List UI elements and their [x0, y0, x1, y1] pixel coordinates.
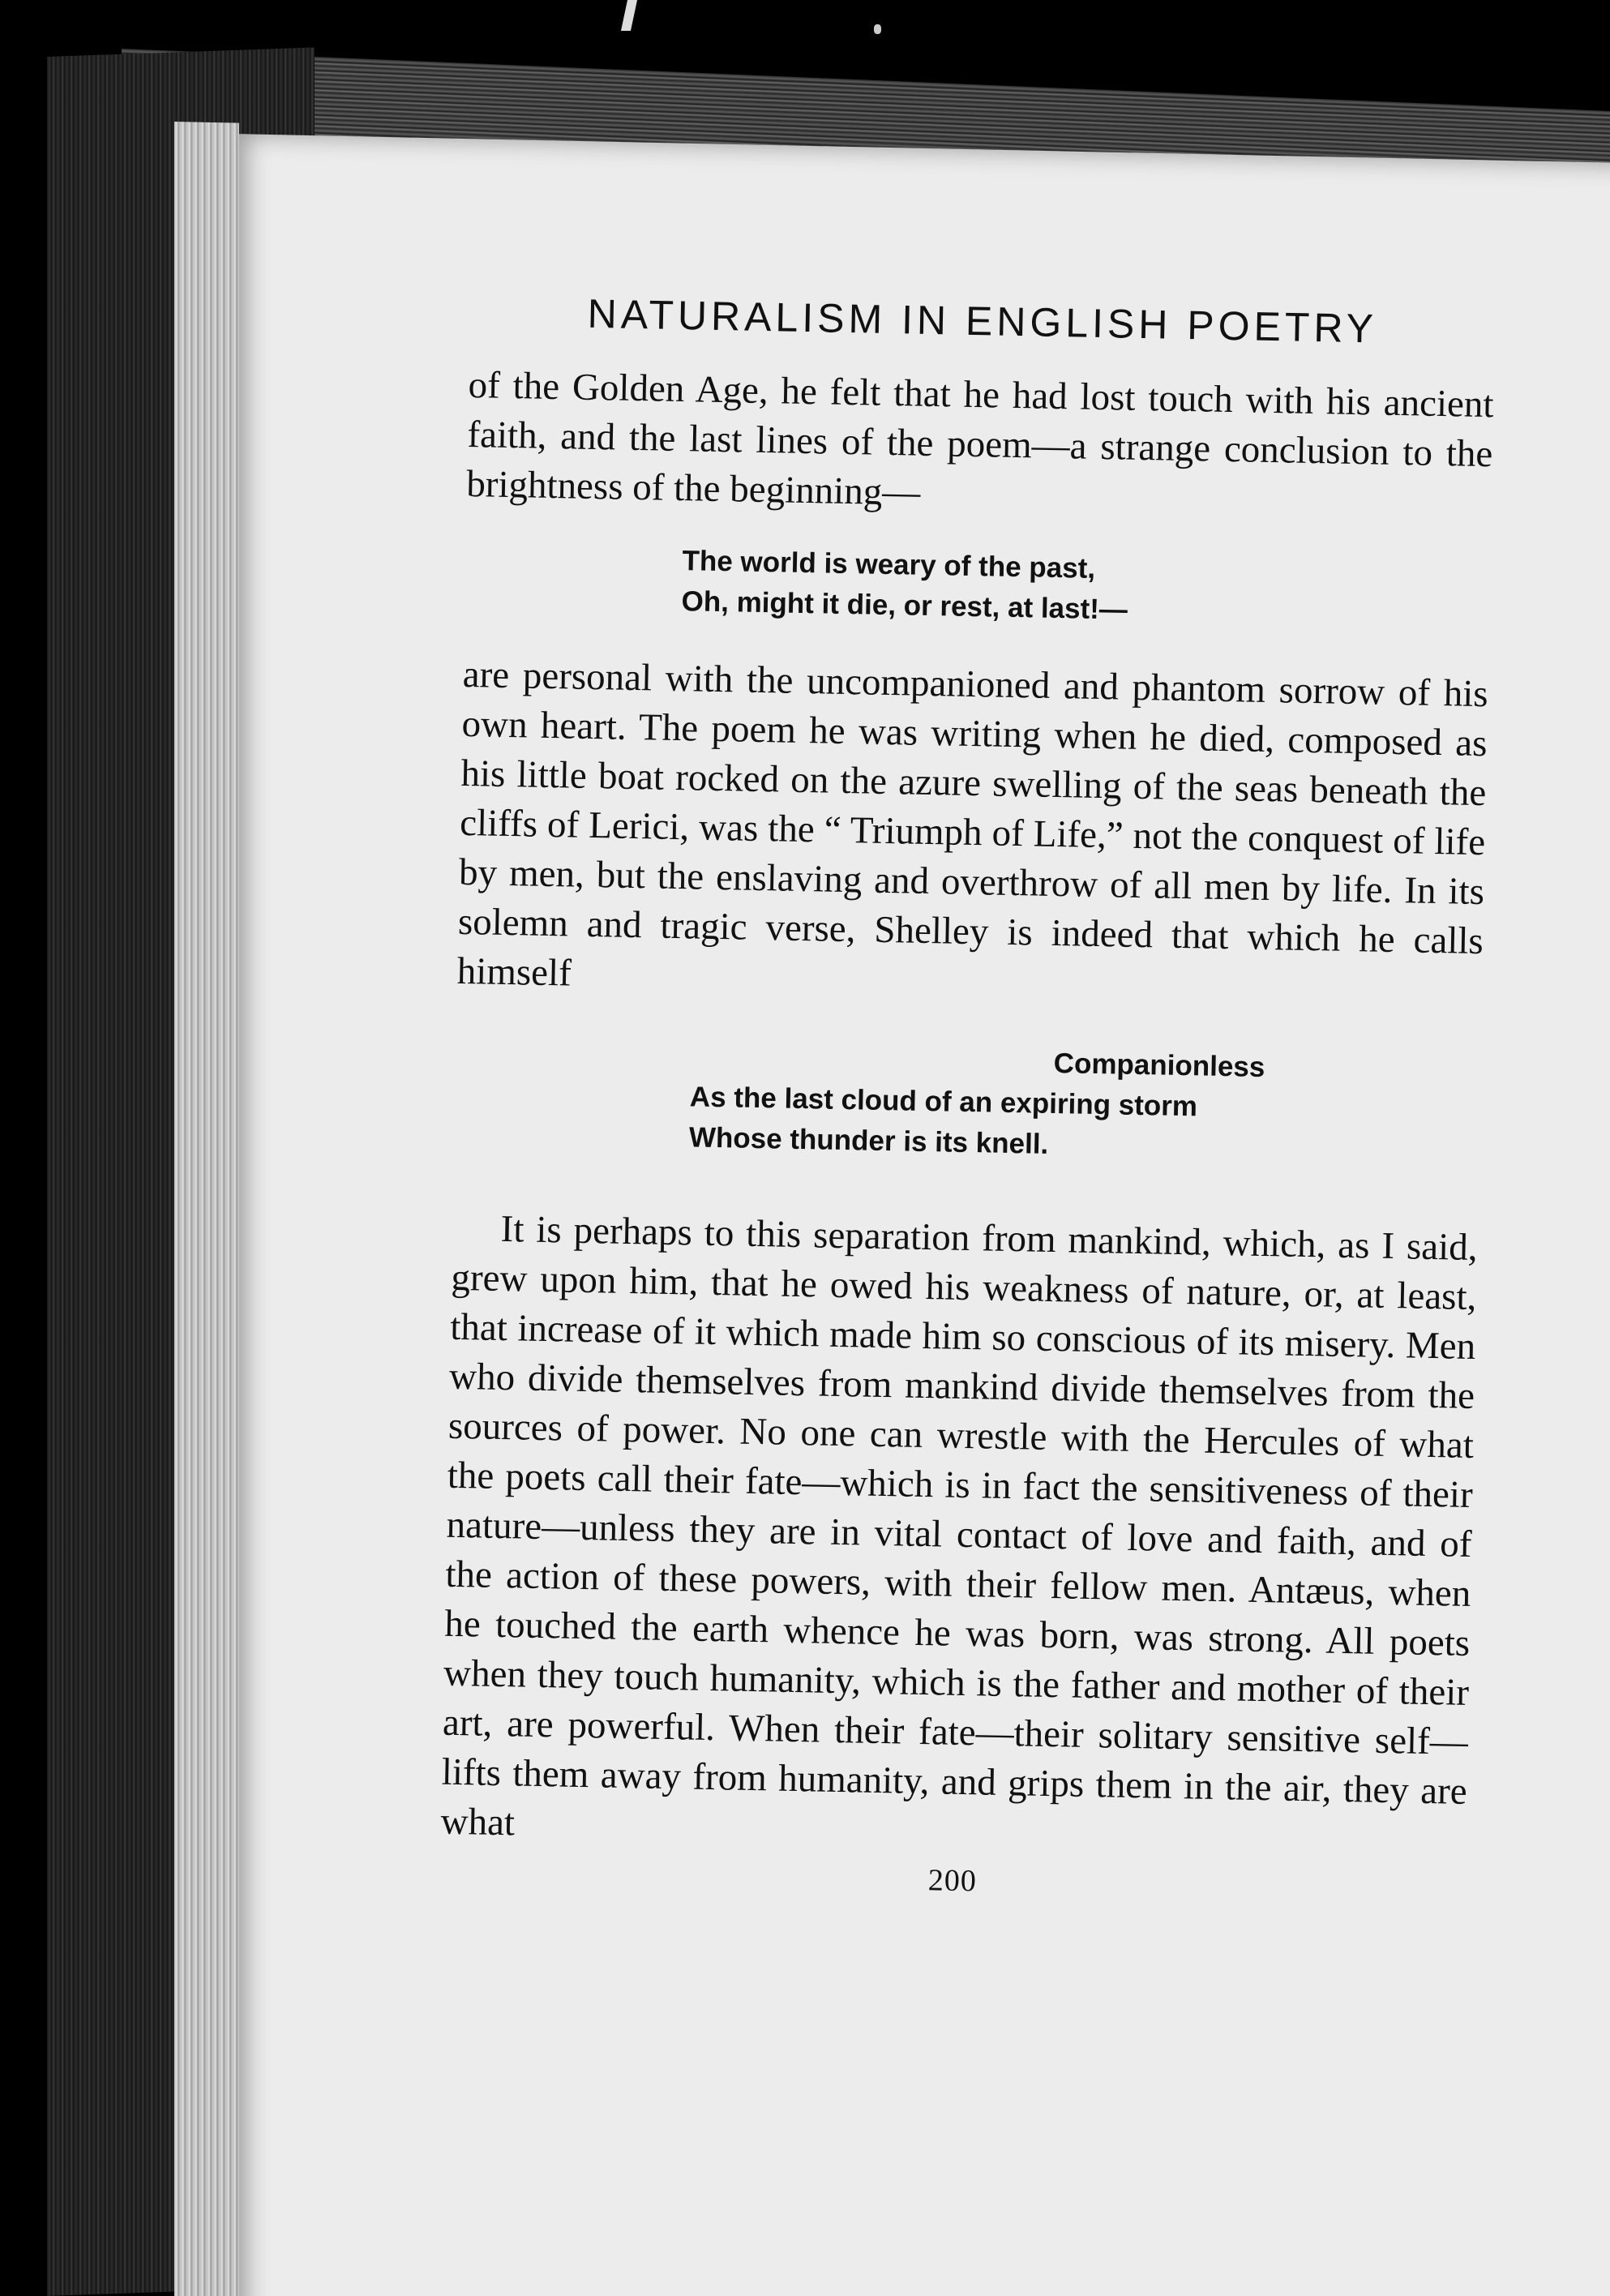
verse-line: The world is weary of the past, — [682, 545, 1096, 585]
verse-line: As the last cloud of an expiring storm — [689, 1081, 1198, 1123]
verse-quote — [681, 541, 1491, 637]
page-text-block — [439, 288, 1496, 1908]
paragraph: of the Golden Age, he felt that he had lost touch with his ancient faith, and the last lines of the poem—a strange conclusion to the brightness of the beginning— — [465, 363, 1494, 514]
paragraph: It is perhaps to this separation from mankind, which, as I said, grew upon him, that he owed his weakness of nature, or, at least, that increase of it which made him so conscious of its misery. Men who divide themselves from mankind divide themselves from the sources of power. No one can wrestle with the Hercules of what the poets call their fate—which is in fact the sensitiveness of their nature—unless they are in vital contact of love and faith, and of the action of these powers, with their fellow men. Antæus, when he touched the earth whence he was born, was strong. All poets when they touch humanity, which is the father and mother of their art, are powerful. When their fate—their solitary sensitive self—lifts them away from humanity, and grips them in the air, they are what — [440, 1207, 1478, 1844]
scan-mark — [621, 0, 637, 31]
page-number: 200 — [927, 1863, 978, 1899]
verse-line: Companionless — [1053, 1047, 1265, 1083]
page-gutter-edges — [174, 122, 239, 2296]
running-head: NATURALISM IN ENGLISH POETRY — [587, 290, 1378, 352]
scan-mark — [874, 24, 881, 34]
paragraph: are personal with the uncompanioned and phantom sorrow of his own heart. The poem he was writing when he died, composed as his little boat rocked on the azure swelling of the seas beneath the cliffs of Lerici, was the “ Triumph of Life,” not the conquest of life by men, but the enslaving and overthrow of all men by life. In its solemn and tragic verse, Shelley is indeed that which he calls himself — [456, 653, 1489, 995]
verse-quote — [688, 1036, 1481, 1173]
verse-line: Oh, might it die, or rest, at last!— — [681, 585, 1128, 626]
verse-line: Whose thunder is its knell. — [688, 1121, 1049, 1160]
